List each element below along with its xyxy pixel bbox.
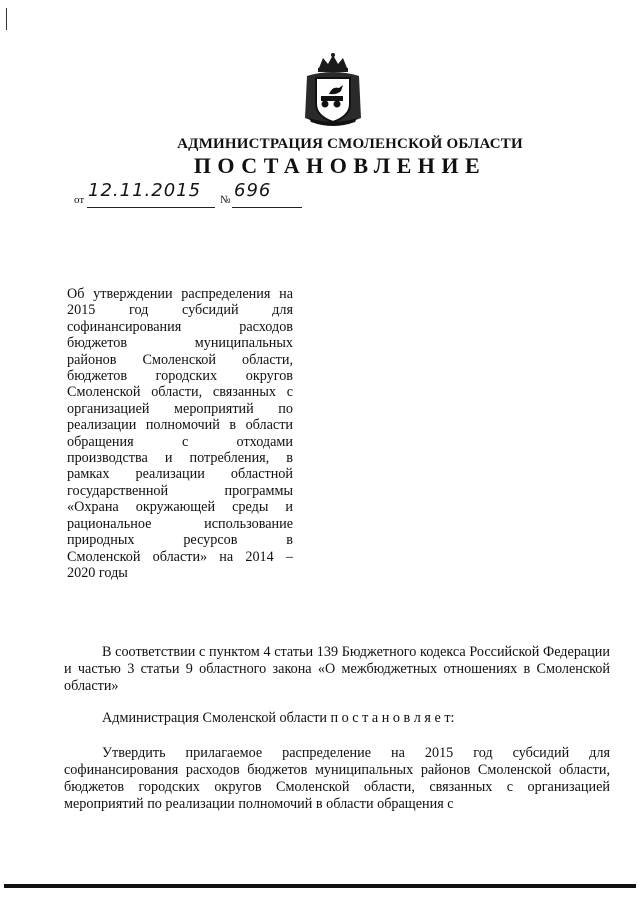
subject-line: Смоленской области, связанных с: [67, 384, 293, 401]
coat-of-arms-emblem: [299, 52, 367, 130]
subject-line: рациональное использование: [67, 515, 293, 532]
subject-line: государственной программы: [67, 482, 293, 499]
paragraph-text: Утвердить прилагаемое распределение на 2015 год субсидий для софинансирования расходов бюджетов муниципальных районов Смоленской области, бюджетов городских округов Смоленской области, связанных с организацией мероприятий по реализации полномочий в области обращения с: [64, 745, 610, 812]
body-paragraph-resolves: [64, 710, 610, 727]
subject-line: «Охрана окружающей среды и: [67, 499, 293, 516]
scan-bottom-edge: [4, 884, 636, 888]
paragraph-text: В соответствии с пунктом 4 статьи 139 Бюджетного кодекса Российской Федерации и частью 3 статьи 9 областного закона «О межбюджетных отношениях в Смоленской области»: [64, 644, 610, 694]
body-paragraph-approve: [64, 745, 610, 813]
number-underline: [232, 207, 302, 208]
subject-line: 2020 годы: [67, 564, 128, 581]
subject-line: бюджетов муниципальных: [67, 335, 293, 352]
subject-line: обращения с отходами: [67, 433, 293, 450]
subject-line: производства и потребления, в: [67, 450, 293, 467]
number-label: №: [220, 194, 231, 206]
paragraph-lead: Администрация Смоленской области: [102, 710, 327, 726]
subject-line: природных ресурсов в: [67, 532, 293, 549]
number-value: 696: [234, 180, 272, 201]
subject-line: рамках реализации областной: [67, 466, 293, 483]
paragraph-spaced-verb: п о с т а н о в л я е т:: [330, 710, 455, 726]
subject-line: софинансирования расходов: [67, 318, 293, 335]
crown-icon: [318, 53, 348, 72]
subject-line: организацией мероприятий по: [67, 400, 293, 417]
date-underline: [87, 207, 215, 208]
subject-line: районов Смоленской области,: [67, 351, 293, 368]
body-paragraph-legal-basis: [64, 644, 610, 695]
subject-line: реализации полномочий в области: [67, 417, 293, 434]
document-type-title: ПОСТАНОВЛЕНИЕ: [193, 153, 487, 178]
date-value: 12.11.2015: [88, 180, 202, 201]
subject-line: 2015 год субсидий для: [67, 302, 293, 319]
subject-line: бюджетов городских округов: [67, 368, 293, 385]
document-subject: [67, 286, 293, 581]
subject-line: Об утверждении распределения на: [67, 286, 293, 302]
date-label: от: [74, 194, 85, 206]
organization-name: АДМИНИСТРАЦИЯ СМОЛЕНСКОЙ ОБЛАСТИ: [177, 136, 523, 152]
scan-artifact-mark: [6, 8, 7, 30]
subject-line: Смоленской области» на 2014 –: [67, 548, 293, 565]
